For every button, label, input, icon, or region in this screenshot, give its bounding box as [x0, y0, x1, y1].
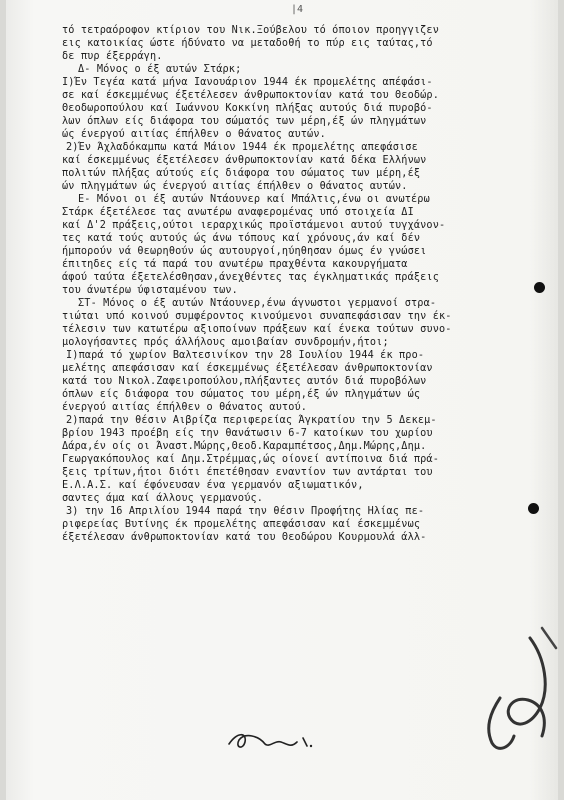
text-line: πολιτών πλήξας αύτούς είς διάφορα του σώματος των μέρη,έξ — [62, 168, 421, 179]
text-line: Ε- Μόνοι οι έξ αυτών Ντάουνερ καί Μπάλτις,ένω οι ανωτέρω — [78, 194, 430, 205]
text-line: τες κατά τούς αυτούς ώς άνω τόπους καί χρόνους,άν καί δέν — [62, 233, 421, 244]
text-line: τό τετραόροφον κτίριον του Νικ.Ξούβελου τό όποιον προηγγιζεν — [62, 25, 440, 36]
text-line: άφού ταύτα έξετελέσθησαν,άνεχθέντες τας έγκληματικάς πράξεις — [62, 272, 440, 283]
punch-hole-bottom — [528, 503, 539, 514]
text-line: Θεοδωροπούλου καί Ιωάννου Κοκκίνη πλήξας αυτούς διά πυροβό- — [62, 103, 433, 114]
text-line: ήμπορούν νά θεωρηθούν ώς αυτουργοί,ηύηθησαν όμως έν γνώσει — [62, 246, 427, 257]
text-line: λων όπλων είς διάφορα του σώματός των μέρη,έξ ών πληγμάτων — [62, 116, 427, 127]
text-line: I)Έν Τεγέα κατά μήνα Ιανουάριον 1944 έκ προμελέτης απέφάσι- — [62, 77, 433, 88]
text-line: καί Δ'2 πράξεις,ούτοι ιεραρχικώς προϊστάμενοι αυτού τυγχάνον- — [62, 220, 446, 231]
text-line: ΣΤ- Μόνος ο έξ αυτών Ντάουνερ,ένω άγνωστοι γερμανοί στρα- — [78, 298, 437, 309]
text-line: καί έσκεμμένως έξετέλεσεν άνθρωποκτονίαν κατά δέκα Ελλήνων — [62, 155, 427, 166]
text-line: ξεις τρίτων,ήτοι διότι έπετέθησαν εναντίον των αντάρται του — [62, 467, 433, 478]
text-line: τέλεσιν των κατωτέρω αξιοποίνων πράξεων καί ένεκα τούτων συνο- — [62, 324, 452, 335]
text-line: τιώται υπό κοινού συμφέροντος κινούμενοι συναπεφάσισαν την έκ- — [62, 311, 452, 322]
text-line: σε καί έσκεμμένως έξετέλεσεν άνθρωποκτονίαν κατά του Θεοδώρ. — [62, 90, 440, 101]
text-line: Ε.Λ.Α.Σ. καί έφόνευσαν ένα γερμανόν αξιωματικόν, — [62, 480, 364, 491]
handwritten-annotation — [470, 618, 560, 758]
punch-hole-top — [534, 282, 545, 293]
text-line: εις κατοικίας ώστε ήδύνατο να μεταδοθή το πύρ εις ταύτας,τό — [62, 38, 433, 49]
text-line: I)παρά τό χωρίον Βαλτεσινίκον την 28 Ιουλίου 1944 έκ προ- — [66, 350, 425, 361]
page-mark: |4 — [291, 4, 304, 15]
text-line: μελέτης απεφάσισαν καί έσκεμμένως έξετέλεσαν άνθρωποκτονίαν — [62, 363, 433, 374]
text-line: έξετέλεσαν άνθρωποκτονίαν κατά του Θεοδώρου Κουρμουλά άλλ- — [62, 532, 427, 543]
document-body — [62, 24, 532, 544]
text-line: κατά του Νικολ.Ζαφειροπούλου,πλήξαντες αυτόν διά πυροβόλων — [62, 376, 427, 387]
text-line: 3) την 16 Απριλίου 1944 παρά την θέσιν Προφήτης Ηλίας πε- — [66, 506, 425, 517]
text-line: ριφερείας Βυτίνης έκ προμελέτης απεφάσισαν καί έσκεμμένως — [62, 519, 421, 530]
text-line: βρίου 1943 προέβη είς την θανάτωσιν 6-7 κατοίκων του χωρίου — [62, 428, 433, 439]
text-line: δε πυρ έξερράγη. — [62, 51, 163, 62]
text-line: Γεωργακόπουλος καί Δημ.Στρέμμας,ώς οίονεί αντίποινα διά πρά- — [62, 454, 440, 465]
page-edge-left — [0, 0, 6, 800]
text-line: ώς ένεργού αιτίας έπήλθεν ο θάνατος αυτών. — [62, 129, 326, 140]
signature — [225, 726, 315, 756]
text-line: του άνωτέρω ύφισταμένου των. — [62, 285, 238, 296]
text-line: Δ- Μόνος ο έξ αυτών Στάρκ; — [78, 64, 242, 75]
text-line: όπλων είς διάφορα του σώματος του μέρη,έξ ών πληγμάτων ώς — [62, 389, 421, 400]
text-line: έπιτηδες είς τά παρά του ανωτέρω πραχθέντα κακουργήματα — [62, 259, 408, 270]
text-line: ών πληγμάτων ώς ένεργού αιτίας έπήλθεν ο θάνατος αυτών. — [62, 181, 408, 192]
text-line: μολογήσαντες πρός άλλήλους αμοιβαίαν συνδρομήν,ήτοι; — [62, 337, 389, 348]
text-line: 2)Έν Άχλαδόκαμπω κατά Μάιον 1944 έκ προμελέτης απεφάσισε — [66, 142, 418, 153]
text-line: Δάρα,έν οίς οι Άναστ.Μώρης,Θεοδ.Καραμπέτσος,Δημ.Μώρης,Δημ. — [62, 441, 427, 452]
text-line: σαντες άμα καί άλλους γερμανούς. — [62, 493, 264, 504]
text-line: Στάρκ έξετέλεσε τας ανωτέρω αναφερομένας υπό στοιχεία ΔΙ — [62, 207, 414, 218]
text-line: ένεργού αιτίας έπήλθεν ο θάνατος αυτού. — [62, 402, 308, 413]
text-line: 2)παρά την θέσιν Αιβρίζα περιφερείας Άγκρατίου την 5 Δεκεμ- — [66, 415, 437, 426]
